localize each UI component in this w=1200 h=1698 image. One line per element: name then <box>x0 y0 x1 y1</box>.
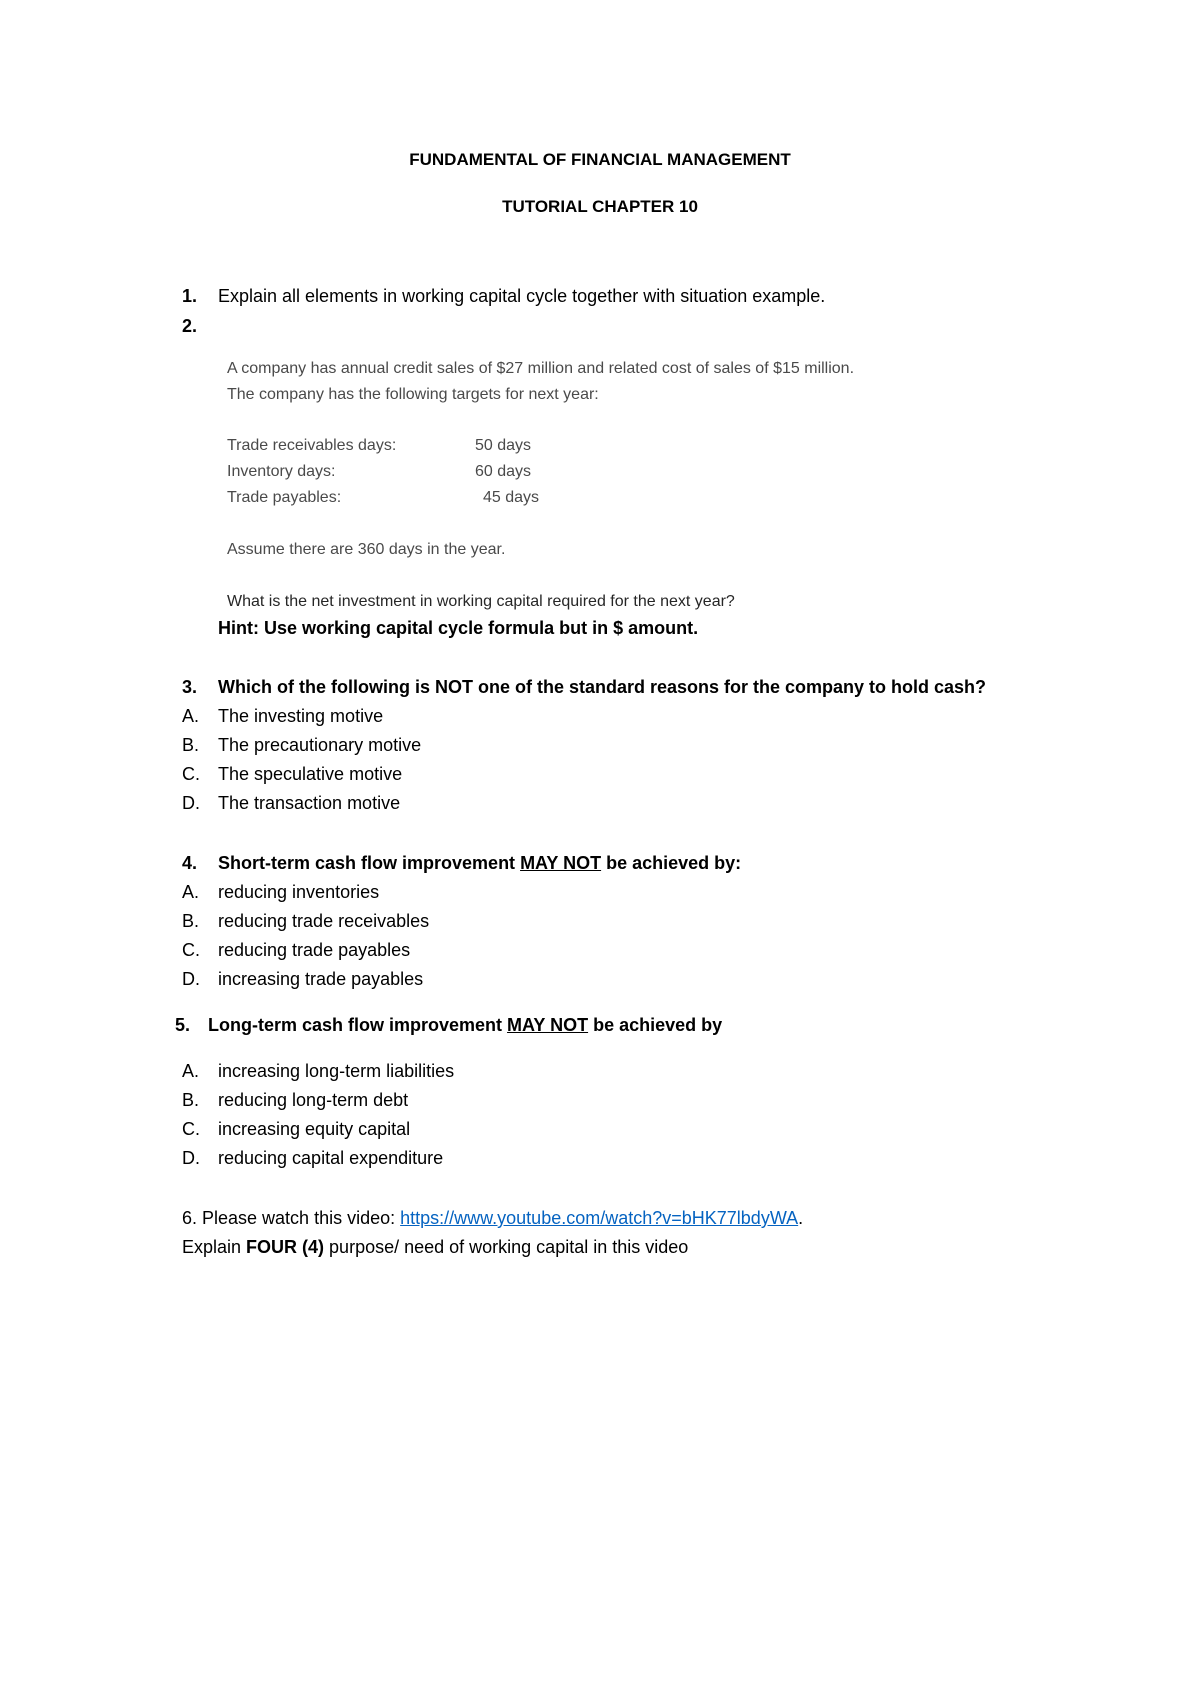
q2-line-2: The company has the following targets for next year: <box>227 386 599 403</box>
question-text-end: . <box>798 1208 804 1228</box>
question-number: 3. <box>182 677 198 697</box>
document-subtitle: TUTORIAL CHAPTER 10 <box>502 197 698 216</box>
q2-target-row <box>227 463 475 481</box>
emphasis-underline: MAY NOT <box>507 1015 589 1035</box>
option-letter: A. <box>182 882 200 902</box>
target-value: 45 days <box>483 489 540 506</box>
option-letter: D. <box>182 793 200 813</box>
question-text-end: be achieved by: <box>601 853 742 873</box>
option-letter: C. <box>182 940 200 960</box>
option-text: reducing trade receivables <box>218 911 430 931</box>
target-value: 60 days <box>475 463 532 480</box>
question-6 <box>182 1208 803 1229</box>
option-text: The investing motive <box>218 706 384 726</box>
target-label: Trade payables: <box>227 489 342 506</box>
option-text: reducing trade payables <box>218 940 411 960</box>
option <box>182 1090 408 1111</box>
option <box>182 793 400 814</box>
option-letter: C. <box>182 1119 200 1139</box>
option <box>182 706 383 727</box>
question-text-end: be achieved by <box>588 1015 723 1035</box>
option-letter: B. <box>182 735 200 755</box>
option <box>182 1061 454 1082</box>
emphasis-underline: MAY NOT <box>520 853 602 873</box>
question-text: Short-term cash flow improvement <box>218 853 521 873</box>
q2-question: What is the net investment in working capital required for the next year? <box>227 593 735 610</box>
option-text: reducing long-term debt <box>218 1090 409 1110</box>
option-text: increasing long-term liabilities <box>218 1061 455 1081</box>
option <box>182 882 379 903</box>
option-letter: D. <box>182 1148 200 1168</box>
question-number: 2. <box>182 316 198 336</box>
option <box>182 911 429 932</box>
option-letter: C. <box>182 764 200 784</box>
instruction-text: Explain <box>182 1237 247 1257</box>
option-text: The precautionary motive <box>218 735 422 755</box>
video-link[interactable]: https://www.youtube.com/watch?v=bHK77lbdyWA <box>400 1208 799 1228</box>
option-letter: B. <box>182 1090 200 1110</box>
target-label: Inventory days: <box>227 463 336 480</box>
option <box>182 764 402 785</box>
question-4 <box>182 853 741 874</box>
target-label: Trade receivables days: <box>227 437 397 454</box>
q2-target-row <box>227 489 341 507</box>
document-title: FUNDAMENTAL OF FINANCIAL MANAGEMENT <box>409 150 791 169</box>
question-2-number <box>182 316 218 337</box>
option-letter: A. <box>182 706 200 726</box>
question-3 <box>182 677 986 698</box>
option-text: increasing trade payables <box>218 969 424 989</box>
question-text: Explain all elements in working capital cycle together with situation example. <box>218 286 826 306</box>
question-number: 4. <box>182 853 198 873</box>
option-text: The speculative motive <box>218 764 403 784</box>
option-letter: B. <box>182 911 200 931</box>
question-5 <box>175 1015 722 1036</box>
option <box>182 969 423 990</box>
option-letter: D. <box>182 969 200 989</box>
emphasis-bold: FOUR (4) <box>246 1237 325 1257</box>
instruction-text-end: purpose/ need of working capital in this video <box>324 1237 689 1257</box>
q2-assumption: Assume there are 360 days in the year. <box>227 541 506 558</box>
question-text: Which of the following is NOT one of the standard reasons for the company to hold cash? <box>218 677 987 697</box>
question-1 <box>182 286 825 307</box>
question-number: 1. <box>182 286 198 306</box>
option-letter: A. <box>182 1061 200 1081</box>
option <box>182 735 421 756</box>
option-text: reducing inventories <box>218 882 380 902</box>
option-text: The transaction motive <box>218 793 401 813</box>
question-text: 6. Please watch this video: <box>182 1208 401 1228</box>
target-value: 50 days <box>475 437 532 454</box>
option <box>182 940 410 961</box>
question-6-instruction <box>182 1237 688 1258</box>
q2-line-1: A company has annual credit sales of $27 million and related cost of sales of $15 million. <box>227 360 855 377</box>
question-text: Long-term cash flow improvement <box>208 1015 508 1035</box>
option <box>182 1119 410 1140</box>
question-number: 5. <box>175 1015 191 1035</box>
option-text: reducing capital expenditure <box>218 1148 444 1168</box>
q2-target-row <box>227 437 531 455</box>
option <box>182 1148 443 1169</box>
q2-hint: Hint: Use working capital cycle formula but in $ amount. <box>218 618 699 638</box>
option-text: increasing equity capital <box>218 1119 411 1139</box>
